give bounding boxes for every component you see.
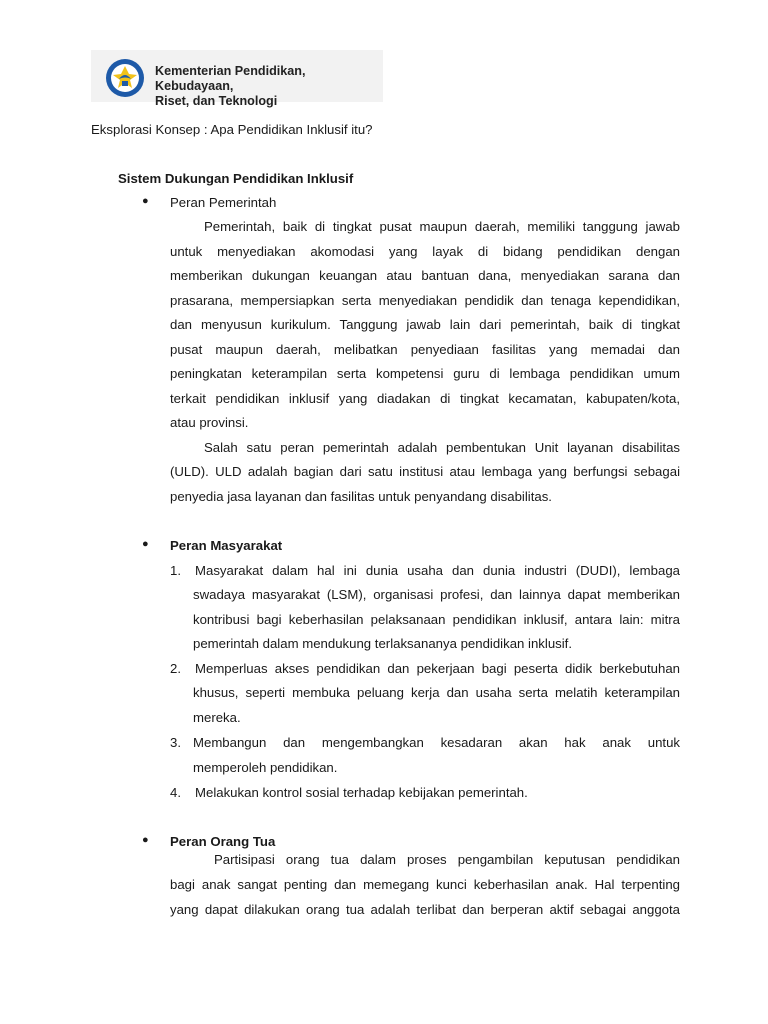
heading-peran-masyarakat: Peran Masyarakat — [170, 538, 283, 553]
pemerintah-para2-line: Salah satu peran pemerintah adalah pembentukan Unit layanan disabilitas — [204, 440, 680, 455]
list-item-line: Melakukan kontrol sosial terhadap kebijakan pemerintah. — [195, 785, 528, 800]
pemerintah-para1-line: dan menyusun kurikulum. Tanggung jawab lain dari pemerintah, baik di tingkat — [170, 317, 680, 332]
pemerintah-para1-line: atau provinsi. — [170, 415, 249, 430]
list-item-line: memperoleh pendidikan. — [193, 760, 338, 775]
page-title: Eksplorasi Konsep : Apa Pendidikan Inklusif itu? — [91, 122, 373, 137]
pemerintah-para1-line: prasarana, mempersiapkan serta menyediakan pendidik dan tenaga kependidikan, — [170, 293, 680, 308]
orang-tua-line: bagi anak sangat penting dan memegang kunci keberhasilan anak. Hal terpenting — [170, 877, 680, 892]
list-item-line: Masyarakat dalam hal ini dunia usaha dan dunia industri (DUDI), lembaga — [195, 563, 680, 578]
pemerintah-para1-line: memberikan dukungan keuangan atau bantuan dana, menyediakan sarana dan — [170, 268, 680, 283]
section-heading: Sistem Dukungan Pendidikan Inklusif — [118, 171, 354, 186]
heading-peran-pemerintah: Peran Pemerintah — [170, 195, 277, 210]
list-item-line: mereka. — [193, 710, 241, 725]
list-item-line: kontribusi bagi keberhasilan pelaksanaan pendidikan inklusif, antara lain: mitra — [193, 612, 680, 627]
list-number: 2. — [170, 661, 181, 676]
bullet-pemerintah: ● — [142, 195, 149, 207]
ministry-logo-banner — [91, 50, 383, 108]
bullet-orang-tua: ● — [142, 834, 149, 846]
list-number: 1. — [170, 563, 181, 578]
list-number: 3. — [170, 735, 181, 750]
orang-tua-line: yang dapat dilakukan orang tua adalah terlibat dan berperan aktif sebagai anggota — [170, 902, 680, 917]
ministry-name-line-2: Riset, dan Teknologi — [155, 94, 278, 108]
ministry-name-line-1: Kementerian Pendidikan, Kebudayaan, — [155, 64, 306, 93]
list-item-line: Membangun dan mengembangkan kesadaran akan hak anak untuk — [193, 735, 680, 750]
pemerintah-para1-line: pusat maupun daerah, melibatkan penyediaan fasilitas yang memadai dan — [170, 342, 680, 357]
list-item-line: swadaya masyarakat (LSM), organisasi profesi, dan lainnya dapat memberikan — [193, 587, 680, 602]
list-item-line: khusus, seperti membuka peluang kerja dan usaha serta melatih keterampilan — [193, 685, 680, 700]
orang-tua-line: Partisipasi orang tua dalam proses pengambilan keputusan pendidikan — [214, 852, 680, 867]
ministry-name — [155, 64, 383, 109]
bullet-masyarakat: ● — [142, 538, 149, 550]
list-number: 4. — [170, 785, 181, 800]
pemerintah-para1-line: untuk menyediakan akomodasi yang layak di bidang pendidikan dengan — [170, 244, 680, 259]
pemerintah-para1-line: peningkatan keterampilan serta kompetensi guru di lembaga pendidikan umum — [170, 366, 680, 381]
pemerintah-para1-line: terkait pendidikan inklusif yang diadakan di tingkat kecamatan, kabupaten/kota, — [170, 391, 680, 406]
tut-wuri-handayani-emblem-icon — [104, 57, 146, 99]
heading-peran-orang-tua: Peran Orang Tua — [170, 834, 276, 849]
pemerintah-para1-line: Pemerintah, baik di tingkat pusat maupun daerah, memiliki tanggung jawab — [204, 219, 680, 234]
list-item-line: Memperluas akses pendidikan dan pekerjaan bagi peserta didik berkebutuhan — [195, 661, 680, 676]
pemerintah-para2-line: (ULD). ULD adalah bagian dari satu institusi atau lembaga yang berfungsi sebagai — [170, 464, 680, 479]
list-item-line: pemerintah dalam mendukung terlaksananya pendidikan inklusif. — [193, 636, 573, 651]
pemerintah-para2-line: penyedia jasa layanan dan fasilitas untuk penyandang disabilitas. — [170, 489, 552, 504]
